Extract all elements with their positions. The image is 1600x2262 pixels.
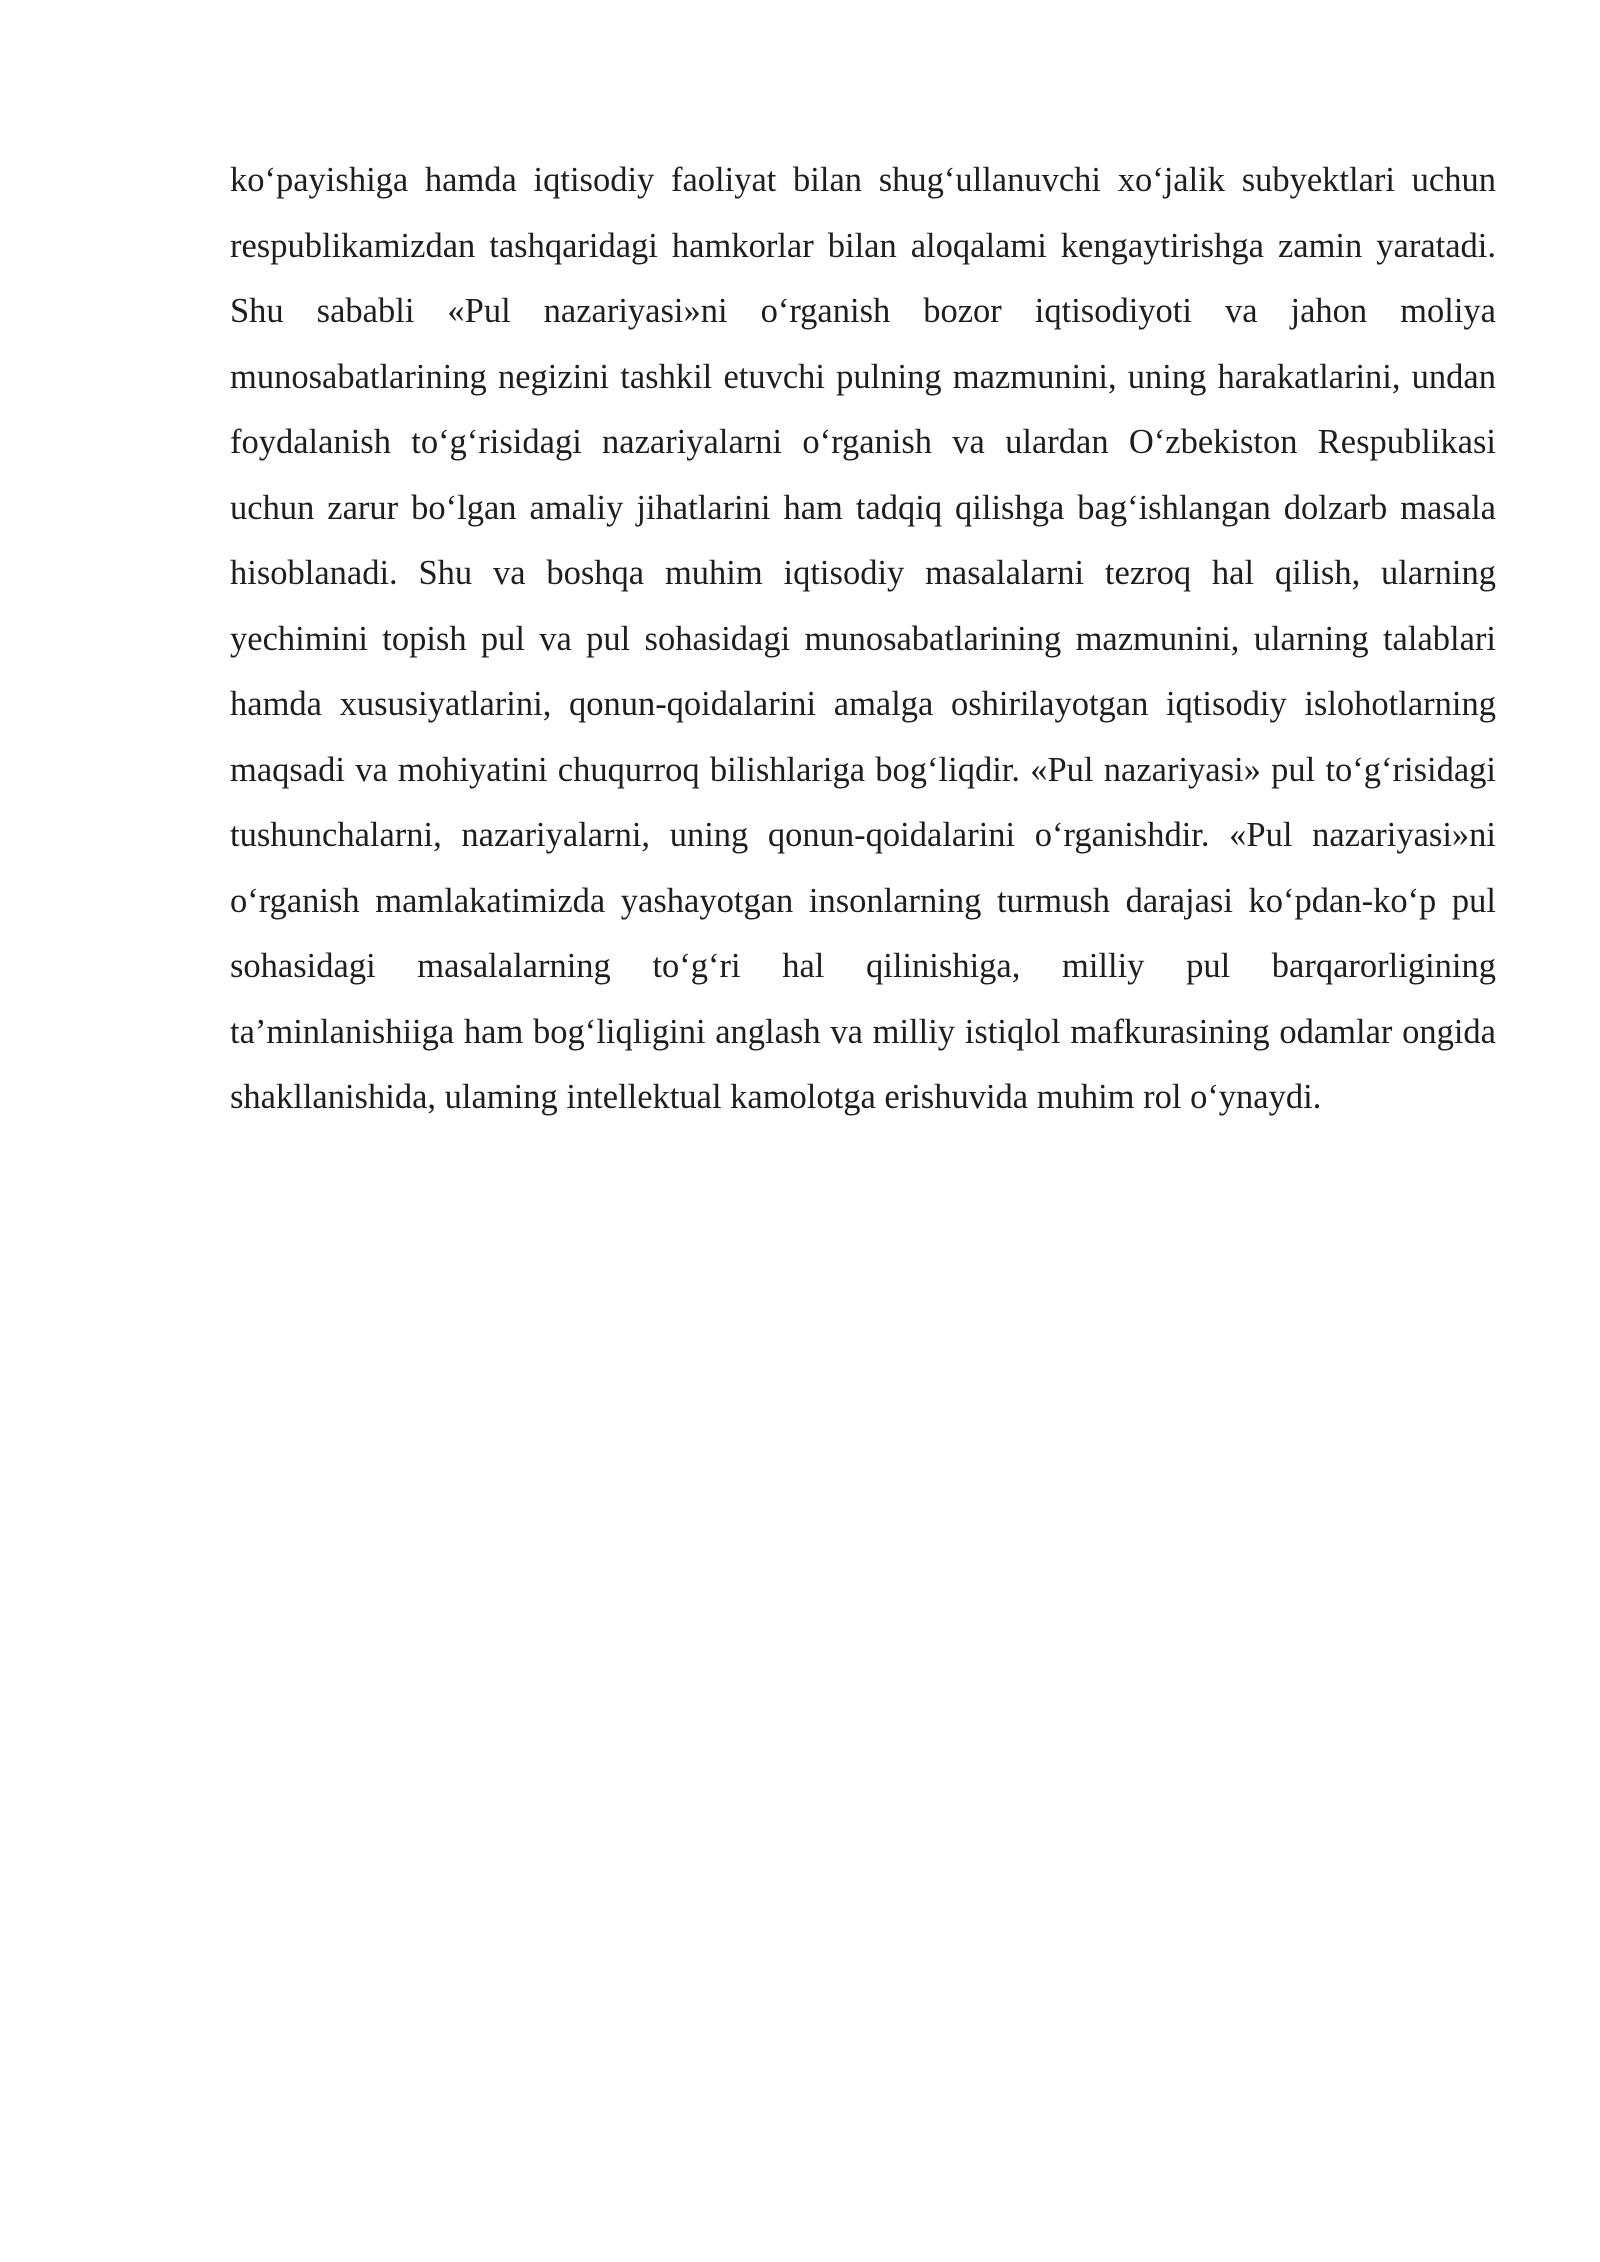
page-content bbox=[230, 148, 1496, 1131]
body-paragraph: ko‘payishiga hamda iqtisodiy faoliyat bilan shug‘ullanuvchi xo‘jalik subyektlari uchun respublikamizdan tashqaridagi hamkorlar bilan aloqalami kengaytirishga zamin yaratadi. Shu sababli «Pul nazariyasi»ni o‘rganish bozor iqtisodiyoti va jahon moliya munosabatlarining negizini tashkil etuvchi pulning mazmunini, uning harakatlarini, undan foydalanish to‘g‘risidagi nazariyalarni o‘rganish va ulardan O‘zbekiston Respublikasi uchun zarur bo‘lgan amaliy jihatlarini ham tadqiq qilishga bag‘ishlangan dolzarb masala hisoblanadi. Shu va boshqa muhim iqtisodiy masalalarni tezroq hal qilish, ularning yechimini topish pul va pul sohasidagi munosabatlarining mazmunini, ularning talablari hamda xususiyatlarini, qonun-qoidalarini amalga oshirilayotgan iqtisodiy islohotlarning maqsadi va mohiyatini chuqurroq bilishlariga bog‘liqdir. «Pul nazariyasi» pul to‘g‘risidagi tushunchalarni, nazariyalarni, uning qonun-qoidalarini o‘rganishdir. «Pul nazariyasi»ni o‘rganish mamlakatimizda yashayotgan insonlarning turmush darajasi ko‘pdan-ko‘p pul sohasidagi masalalarning to‘g‘ri hal qilinishiga, milliy pul barqarorligining ta’minlanishiiga ham bog‘liqligini anglash va milliy istiqlol mafkurasining odamlar ongida shakllanishida, ulaming intellektual kamolotga erishuvida muhim rol o‘ynaydi. bbox=[230, 161, 1496, 1116]
